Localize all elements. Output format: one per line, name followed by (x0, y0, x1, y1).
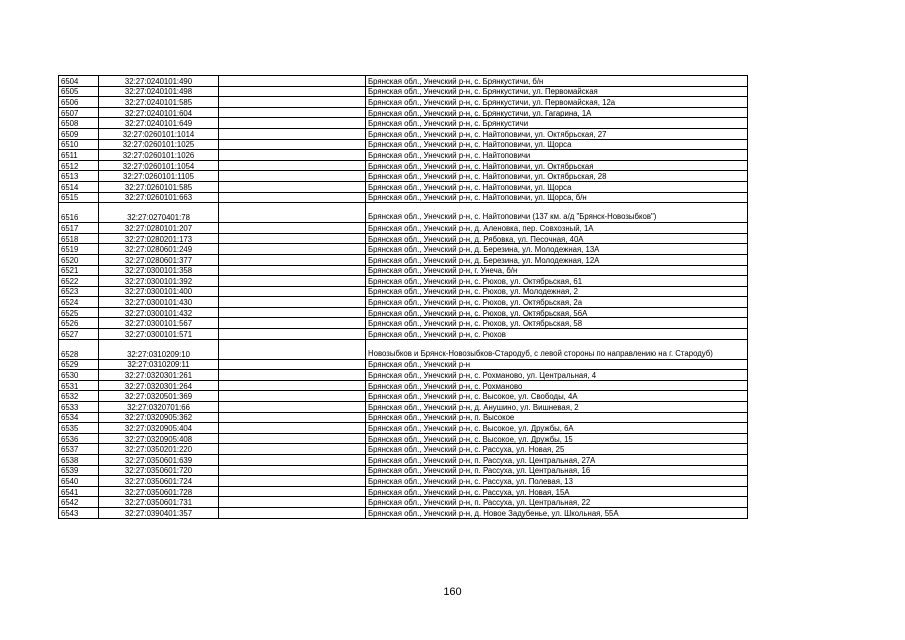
address: Брянская обл., Унечский р-н, с. Рассуха, ул. Новая, 25 (366, 444, 748, 455)
cadastral-number: 32:27:0300101:400 (99, 286, 219, 297)
table-row (59, 233, 748, 244)
table-row (59, 118, 748, 129)
table-row (59, 497, 748, 508)
row-number: 6527 (59, 329, 99, 340)
cadastral-number: 32:27:0350601:731 (99, 497, 219, 508)
address: Брянская обл., Унечский р-н, с. Высокое, ул. Дружбы, 15 (366, 433, 748, 444)
row-number: 6524 (59, 297, 99, 308)
cadastral-number: 32:27:0300101:571 (99, 329, 219, 340)
row-number: 6530 (59, 370, 99, 381)
row-number: 6513 (59, 171, 99, 182)
address: Брянская обл., Унечский р-н, с. Рюхов, ул. Октябрьская, 61 (366, 276, 748, 287)
blank-cell (219, 86, 366, 97)
address: Брянская обл., Унечский р-н (366, 359, 748, 370)
address: Брянская обл., Унечский р-н, п. Высокое (366, 412, 748, 423)
table-row (59, 380, 748, 391)
address: Брянская обл., Унечский р-н, с. Рюхов, ул. Октябрьская, 56А (366, 307, 748, 318)
row-number: 6504 (59, 76, 99, 87)
blank-cell (219, 286, 366, 297)
cadastral-number: 32:27:0270401:78 (99, 203, 219, 223)
table-row (59, 181, 748, 192)
blank-cell (219, 476, 366, 487)
address: Брянская обл., Унечский р-н, с. Брянкустичи, б/н (366, 76, 748, 87)
table-row (59, 412, 748, 423)
address: Брянская обл., Унечский р-н, с. Брянкустичи, ул. Первомайская, 12а (366, 97, 748, 108)
table-row (59, 307, 748, 318)
table-row (59, 107, 748, 118)
row-number: 6518 (59, 233, 99, 244)
blank-cell (219, 307, 366, 318)
table-row (59, 318, 748, 329)
row-number: 6540 (59, 476, 99, 487)
blank-cell (219, 412, 366, 423)
cadastral-number: 32:27:0260101:663 (99, 192, 219, 203)
address: Брянская обл., Унечский р-н, с. Высокое, ул. Дружбы, 6А (366, 423, 748, 434)
cadastral-number: 32:27:0310209:11 (99, 359, 219, 370)
cadastral-number: 32:27:0280201:173 (99, 233, 219, 244)
blank-cell (219, 244, 366, 255)
row-number: 6520 (59, 254, 99, 265)
cadastral-number: 32:27:0350601:639 (99, 455, 219, 466)
table-row (59, 339, 748, 359)
row-number: 6521 (59, 265, 99, 276)
address: Брянская обл., Унечский р-н, с. Брянкустичи, ул. Первомайская (366, 86, 748, 97)
cadastral-number: 32:27:0280101:207 (99, 223, 219, 234)
cadastral-number: 32:27:0350601:728 (99, 486, 219, 497)
cadastral-number: 32:27:0320905:408 (99, 433, 219, 444)
blank-cell (219, 223, 366, 234)
cadastral-number: 32:27:0300101:358 (99, 265, 219, 276)
cadastral-number: 32:27:0300101:392 (99, 276, 219, 287)
blank-cell (219, 423, 366, 434)
address: Брянская обл., Унечский р-н, с. Рюхов, ул. Октябрьская, 2а (366, 297, 748, 308)
row-number: 6539 (59, 465, 99, 476)
address: Брянская обл., Унечский р-н, с. Найтоповичи, ул. Октябрьская (366, 160, 748, 171)
table-row (59, 276, 748, 287)
blank-cell (219, 465, 366, 476)
row-number: 6515 (59, 192, 99, 203)
table-row (59, 150, 748, 161)
blank-cell (219, 486, 366, 497)
row-number: 6505 (59, 86, 99, 97)
row-number: 6517 (59, 223, 99, 234)
address: Брянская обл., Унечский р-н, д. Анушино, ул. Вишневая, 2 (366, 402, 748, 413)
row-number: 6528 (59, 339, 99, 359)
cadastral-number: 32:27:0240101:604 (99, 107, 219, 118)
cadastral-number: 32:27:0300101:567 (99, 318, 219, 329)
address: Брянская обл., Унечский р-н, с. Рассуха, ул. Полевая, 13 (366, 476, 748, 487)
cadastral-number: 32:27:0240101:498 (99, 86, 219, 97)
table-row (59, 128, 748, 139)
blank-cell (219, 507, 366, 518)
row-number: 6538 (59, 455, 99, 466)
address: Брянская обл., Унечский р-н, с. Брянкустичи, ул. Гагарина, 1А (366, 107, 748, 118)
table-row (59, 329, 748, 340)
table-row (59, 486, 748, 497)
cadastral-number: 32:27:0240101:490 (99, 76, 219, 87)
blank-cell (219, 107, 366, 118)
address: Брянская обл., Унечский р-н, с. Рюхов (366, 329, 748, 340)
address: Брянская обл., Унечский р-н, с. Рассуха, ул. Новая, 15А (366, 486, 748, 497)
table-row (59, 359, 748, 370)
address: Брянская обл., Унечский р-н, с. Найтоповичи, ул. Октябрьская, 28 (366, 171, 748, 182)
address: Брянская обл., Унечский р-н, с. Найтоповичи, ул. Щорса, б/н (366, 192, 748, 203)
table-row (59, 507, 748, 518)
address: Брянская обл., Унечский р-н, с. Брянкустичи (366, 118, 748, 129)
cadastral-number: 32:27:0320301:261 (99, 370, 219, 381)
blank-cell (219, 171, 366, 182)
row-number: 6534 (59, 412, 99, 423)
cadastral-number: 32:27:0240101:649 (99, 118, 219, 129)
table-row (59, 139, 748, 150)
cadastral-number: 32:27:0320301:264 (99, 380, 219, 391)
cadastral-number: 32:27:0350601:720 (99, 465, 219, 476)
row-number: 6532 (59, 391, 99, 402)
row-number: 6507 (59, 107, 99, 118)
cadastral-number: 32:27:0260101:1026 (99, 150, 219, 161)
cadastral-number: 32:27:0280601:377 (99, 254, 219, 265)
page-number: 160 (443, 586, 462, 598)
table-row (59, 192, 748, 203)
table-row (59, 370, 748, 381)
blank-cell (219, 276, 366, 287)
address: Брянская обл., Унечский р-н, с. Найтоповичи, ул. Щорса (366, 181, 748, 192)
table-row (59, 171, 748, 182)
row-number: 6514 (59, 181, 99, 192)
table-row (59, 423, 748, 434)
address: Брянская обл., Унечский р-н, с. Рохманово (366, 380, 748, 391)
row-number: 6541 (59, 486, 99, 497)
row-number: 6535 (59, 423, 99, 434)
blank-cell (219, 497, 366, 508)
address: Брянская обл., Унечский р-н, п. Рассуха, ул. Центральная, 22 (366, 497, 748, 508)
table-row (59, 402, 748, 413)
row-number: 6523 (59, 286, 99, 297)
row-number: 6516 (59, 203, 99, 223)
cadastral-number: 32:27:0320501:369 (99, 391, 219, 402)
address: Брянская обл., Унечский р-н, с. Рохманово, ул. Центральная, 4 (366, 370, 748, 381)
address: Брянская обл., Унечский р-н, с. Найтоповичи, ул. Октябрьская, 27 (366, 128, 748, 139)
row-number: 6525 (59, 307, 99, 318)
address: Новозыбков и Брянск-Новозыбков-Стародуб, с левой стороны по направлению на г. Стародуб) (366, 339, 748, 359)
table-row (59, 286, 748, 297)
blank-cell (219, 150, 366, 161)
blank-cell (219, 233, 366, 244)
blank-cell (219, 128, 366, 139)
table-row (59, 391, 748, 402)
table-row (59, 433, 748, 444)
address: Брянская обл., Унечский р-н, д. Березина, ул. Молодежная, 12А (366, 254, 748, 265)
cadastral-number: 32:27:0260101:1105 (99, 171, 219, 182)
address: Брянская обл., Унечский р-н, с. Найтоповичи (366, 150, 748, 161)
row-number: 6543 (59, 507, 99, 518)
row-number: 6522 (59, 276, 99, 287)
address: Брянская обл., Унечский р-н, г. Унеча, б/н (366, 265, 748, 276)
blank-cell (219, 402, 366, 413)
row-number: 6509 (59, 128, 99, 139)
cadastral-number: 32:27:0350601:724 (99, 476, 219, 487)
row-number: 6542 (59, 497, 99, 508)
address: Брянская обл., Унечский р-н, д. Рябовка, ул. Песочная, 40А (366, 233, 748, 244)
address: Брянская обл., Унечский р-н, д. Березина, ул. Молодежная, 13А (366, 244, 748, 255)
address: Брянская обл., Унечский р-н, д. Новое Задубенье, ул. Школьная, 55А (366, 507, 748, 518)
blank-cell (219, 391, 366, 402)
table-body (59, 76, 748, 519)
blank-cell (219, 192, 366, 203)
cadastral-number: 32:27:0320701:66 (99, 402, 219, 413)
table-row (59, 444, 748, 455)
row-number: 6510 (59, 139, 99, 150)
blank-cell (219, 329, 366, 340)
row-number: 6529 (59, 359, 99, 370)
address: Брянская обл., Унечский р-н, п. Рассуха, ул. Центральная, 27А (366, 455, 748, 466)
row-number: 6526 (59, 318, 99, 329)
address: Брянская обл., Унечский р-н, п. Рассуха, ул. Центральная, 16 (366, 465, 748, 476)
table-row (59, 265, 748, 276)
address: Брянская обл., Унечский р-н, с. Рюхов, ул. Молодежная, 2 (366, 286, 748, 297)
row-number: 6512 (59, 160, 99, 171)
table-row (59, 203, 748, 223)
blank-cell (219, 97, 366, 108)
blank-cell (219, 444, 366, 455)
cadastral-number: 32:27:0300101:430 (99, 297, 219, 308)
row-number: 6519 (59, 244, 99, 255)
cadastral-number: 32:27:0310209:10 (99, 339, 219, 359)
address: Брянская обл., Унечский р-н, с. Найтоповичи (137 км. а/д "Брянск-Новозыбков") (366, 203, 748, 223)
blank-cell (219, 318, 366, 329)
table-row (59, 244, 748, 255)
cadastral-number: 32:27:0350201:220 (99, 444, 219, 455)
table-row (59, 76, 748, 87)
cadastral-number: 32:27:0260101:1025 (99, 139, 219, 150)
table-row (59, 223, 748, 234)
cadastral-number: 32:27:0320905:362 (99, 412, 219, 423)
row-number: 6531 (59, 380, 99, 391)
table-row (59, 160, 748, 171)
cadastral-number: 32:27:0320905:404 (99, 423, 219, 434)
row-number: 6508 (59, 118, 99, 129)
land-register-table (58, 75, 748, 519)
blank-cell (219, 254, 366, 265)
cadastral-number: 32:27:0390401:357 (99, 507, 219, 518)
table-row (59, 254, 748, 265)
row-number: 6536 (59, 433, 99, 444)
table-row (59, 465, 748, 476)
cadastral-number: 32:27:0240101:585 (99, 97, 219, 108)
blank-cell (219, 203, 366, 223)
row-number: 6506 (59, 97, 99, 108)
blank-cell (219, 139, 366, 150)
blank-cell (219, 118, 366, 129)
blank-cell (219, 160, 366, 171)
cadastral-number: 32:27:0260101:1014 (99, 128, 219, 139)
blank-cell (219, 297, 366, 308)
blank-cell (219, 359, 366, 370)
address: Брянская обл., Унечский р-н, д. Аленовка, пер. Совхозный, 1А (366, 223, 748, 234)
blank-cell (219, 265, 366, 276)
address: Брянская обл., Унечский р-н, с. Высокое, ул. Свободы, 4А (366, 391, 748, 402)
cadastral-number: 32:27:0260101:585 (99, 181, 219, 192)
blank-cell (219, 455, 366, 466)
cadastral-number: 32:27:0280601:249 (99, 244, 219, 255)
blank-cell (219, 380, 366, 391)
table-row (59, 455, 748, 466)
cadastral-number: 32:27:0300101:432 (99, 307, 219, 318)
address: Брянская обл., Унечский р-н, с. Найтоповичи, ул. Щорса (366, 139, 748, 150)
blank-cell (219, 76, 366, 87)
row-number: 6537 (59, 444, 99, 455)
blank-cell (219, 433, 366, 444)
address: Брянская обл., Унечский р-н, с. Рюхов, ул. Октябрьская, 58 (366, 318, 748, 329)
row-number: 6511 (59, 150, 99, 161)
blank-cell (219, 370, 366, 381)
table-row (59, 297, 748, 308)
table-row (59, 97, 748, 108)
blank-cell (219, 181, 366, 192)
table-row (59, 86, 748, 97)
table-row (59, 476, 748, 487)
cadastral-number: 32:27:0260101:1054 (99, 160, 219, 171)
blank-cell (219, 339, 366, 359)
row-number: 6533 (59, 402, 99, 413)
